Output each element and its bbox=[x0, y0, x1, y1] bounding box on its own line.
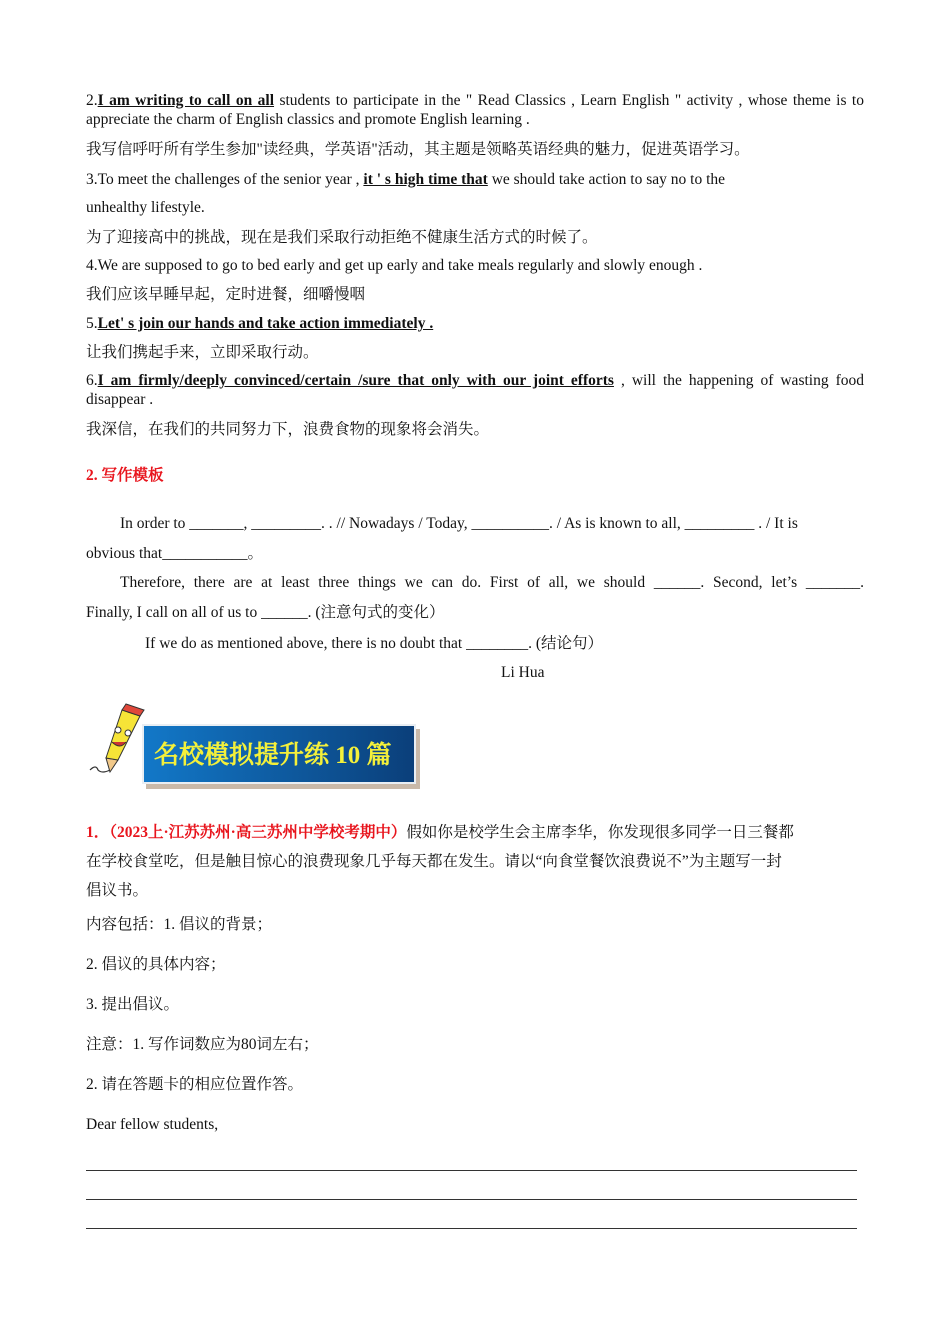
sentence-4: 4.We are supposed to go to bed early and get up early and take meals regularly and slowly enough . bbox=[86, 257, 703, 274]
template-p1b: obvious that___________。 bbox=[86, 545, 263, 562]
template-p2b: Finally, I call on all of us to ______. (注意句式的变化） bbox=[86, 604, 445, 621]
template-heading: 2. 写作模板 bbox=[86, 467, 164, 484]
template-p2a: Therefore, there are at least three things we can do. First of all, we should ______. Second, let’s _______. bbox=[120, 574, 864, 591]
content-item-2: 2. 倡议的具体内容； bbox=[86, 956, 226, 973]
template-signature: Li Hua bbox=[501, 664, 545, 681]
template-p1a: In order to _______, _________. . // Nowadays / Today, __________. / As is known to all, _________ . / It is bbox=[120, 515, 798, 532]
sentence-5: 5.Let' s join our hands and take action immediately . bbox=[86, 315, 434, 332]
template-p3: If we do as mentioned above, there is no doubt that ________. (结论句） bbox=[145, 635, 604, 652]
answer-line[interactable] bbox=[86, 1170, 857, 1171]
sentence-2-zh: 我写信呼吁所有学生参加"读经典，学英语"活动，其主题是领略英语经典的魅力，促进英语学习。 bbox=[86, 141, 750, 158]
pencil-mascot-icon bbox=[88, 702, 148, 778]
sentence-6: 6.I am firmly/deeply convinced/certain /sure that only with our joint efforts , will the happening of wasting food disappear . bbox=[86, 372, 864, 408]
note-1: 注意：1. 写作词数应为80词左右； bbox=[86, 1036, 319, 1053]
banner-title: 名校模拟提升练 10 篇 bbox=[154, 742, 392, 769]
answer-line[interactable] bbox=[86, 1228, 857, 1229]
sentence-2: 2.I am writing to call on all students to participate in the " Read Classics , Learn English " activity , whose theme is to appreciate the charm of English classics and promote English learning . bbox=[86, 92, 864, 128]
note-2: 2. 请在答题卡的相应位置作答。 bbox=[86, 1076, 304, 1093]
banner-box bbox=[142, 724, 416, 784]
content-item-1: 内容包括：1. 倡议的背景； bbox=[86, 916, 273, 933]
sentence-3-zh: 为了迎接高中的挑战，现在是我们采取行动拒绝不健康生活方式的时候了。 bbox=[86, 229, 598, 246]
content-item-3: 3. 提出倡议。 bbox=[86, 996, 180, 1013]
sentence-3-line2: unhealthy lifestyle. bbox=[86, 199, 205, 216]
task-prompt: 1．（2023上·江苏苏州·高三苏州中学校考期中）假如你是校学生会主席李华，你发现很多同学一日三餐都 在学校食堂吃，但是触目惊心的浪费现象几乎每天都在发生。请以“向食堂餐饮浪费说不”为主题写一封 倡议书。 bbox=[86, 824, 794, 899]
sentence-3: 3.To meet the challenges of the senior year , it ' s high time that we should take action to say no to the bbox=[86, 171, 726, 188]
sentence-6-zh: 我深信，在我们的共同努力下，浪费食物的现象将会消失。 bbox=[86, 421, 490, 438]
letter-greeting: Dear fellow students, bbox=[86, 1116, 219, 1133]
sentence-5-zh: 让我们携起手来，立即采取行动。 bbox=[86, 344, 319, 361]
sentence-4-zh: 我们应该早睡早起，定时进餐，细嚼慢咽 bbox=[86, 286, 366, 303]
answer-line[interactable] bbox=[86, 1199, 857, 1200]
section-banner bbox=[88, 702, 423, 788]
